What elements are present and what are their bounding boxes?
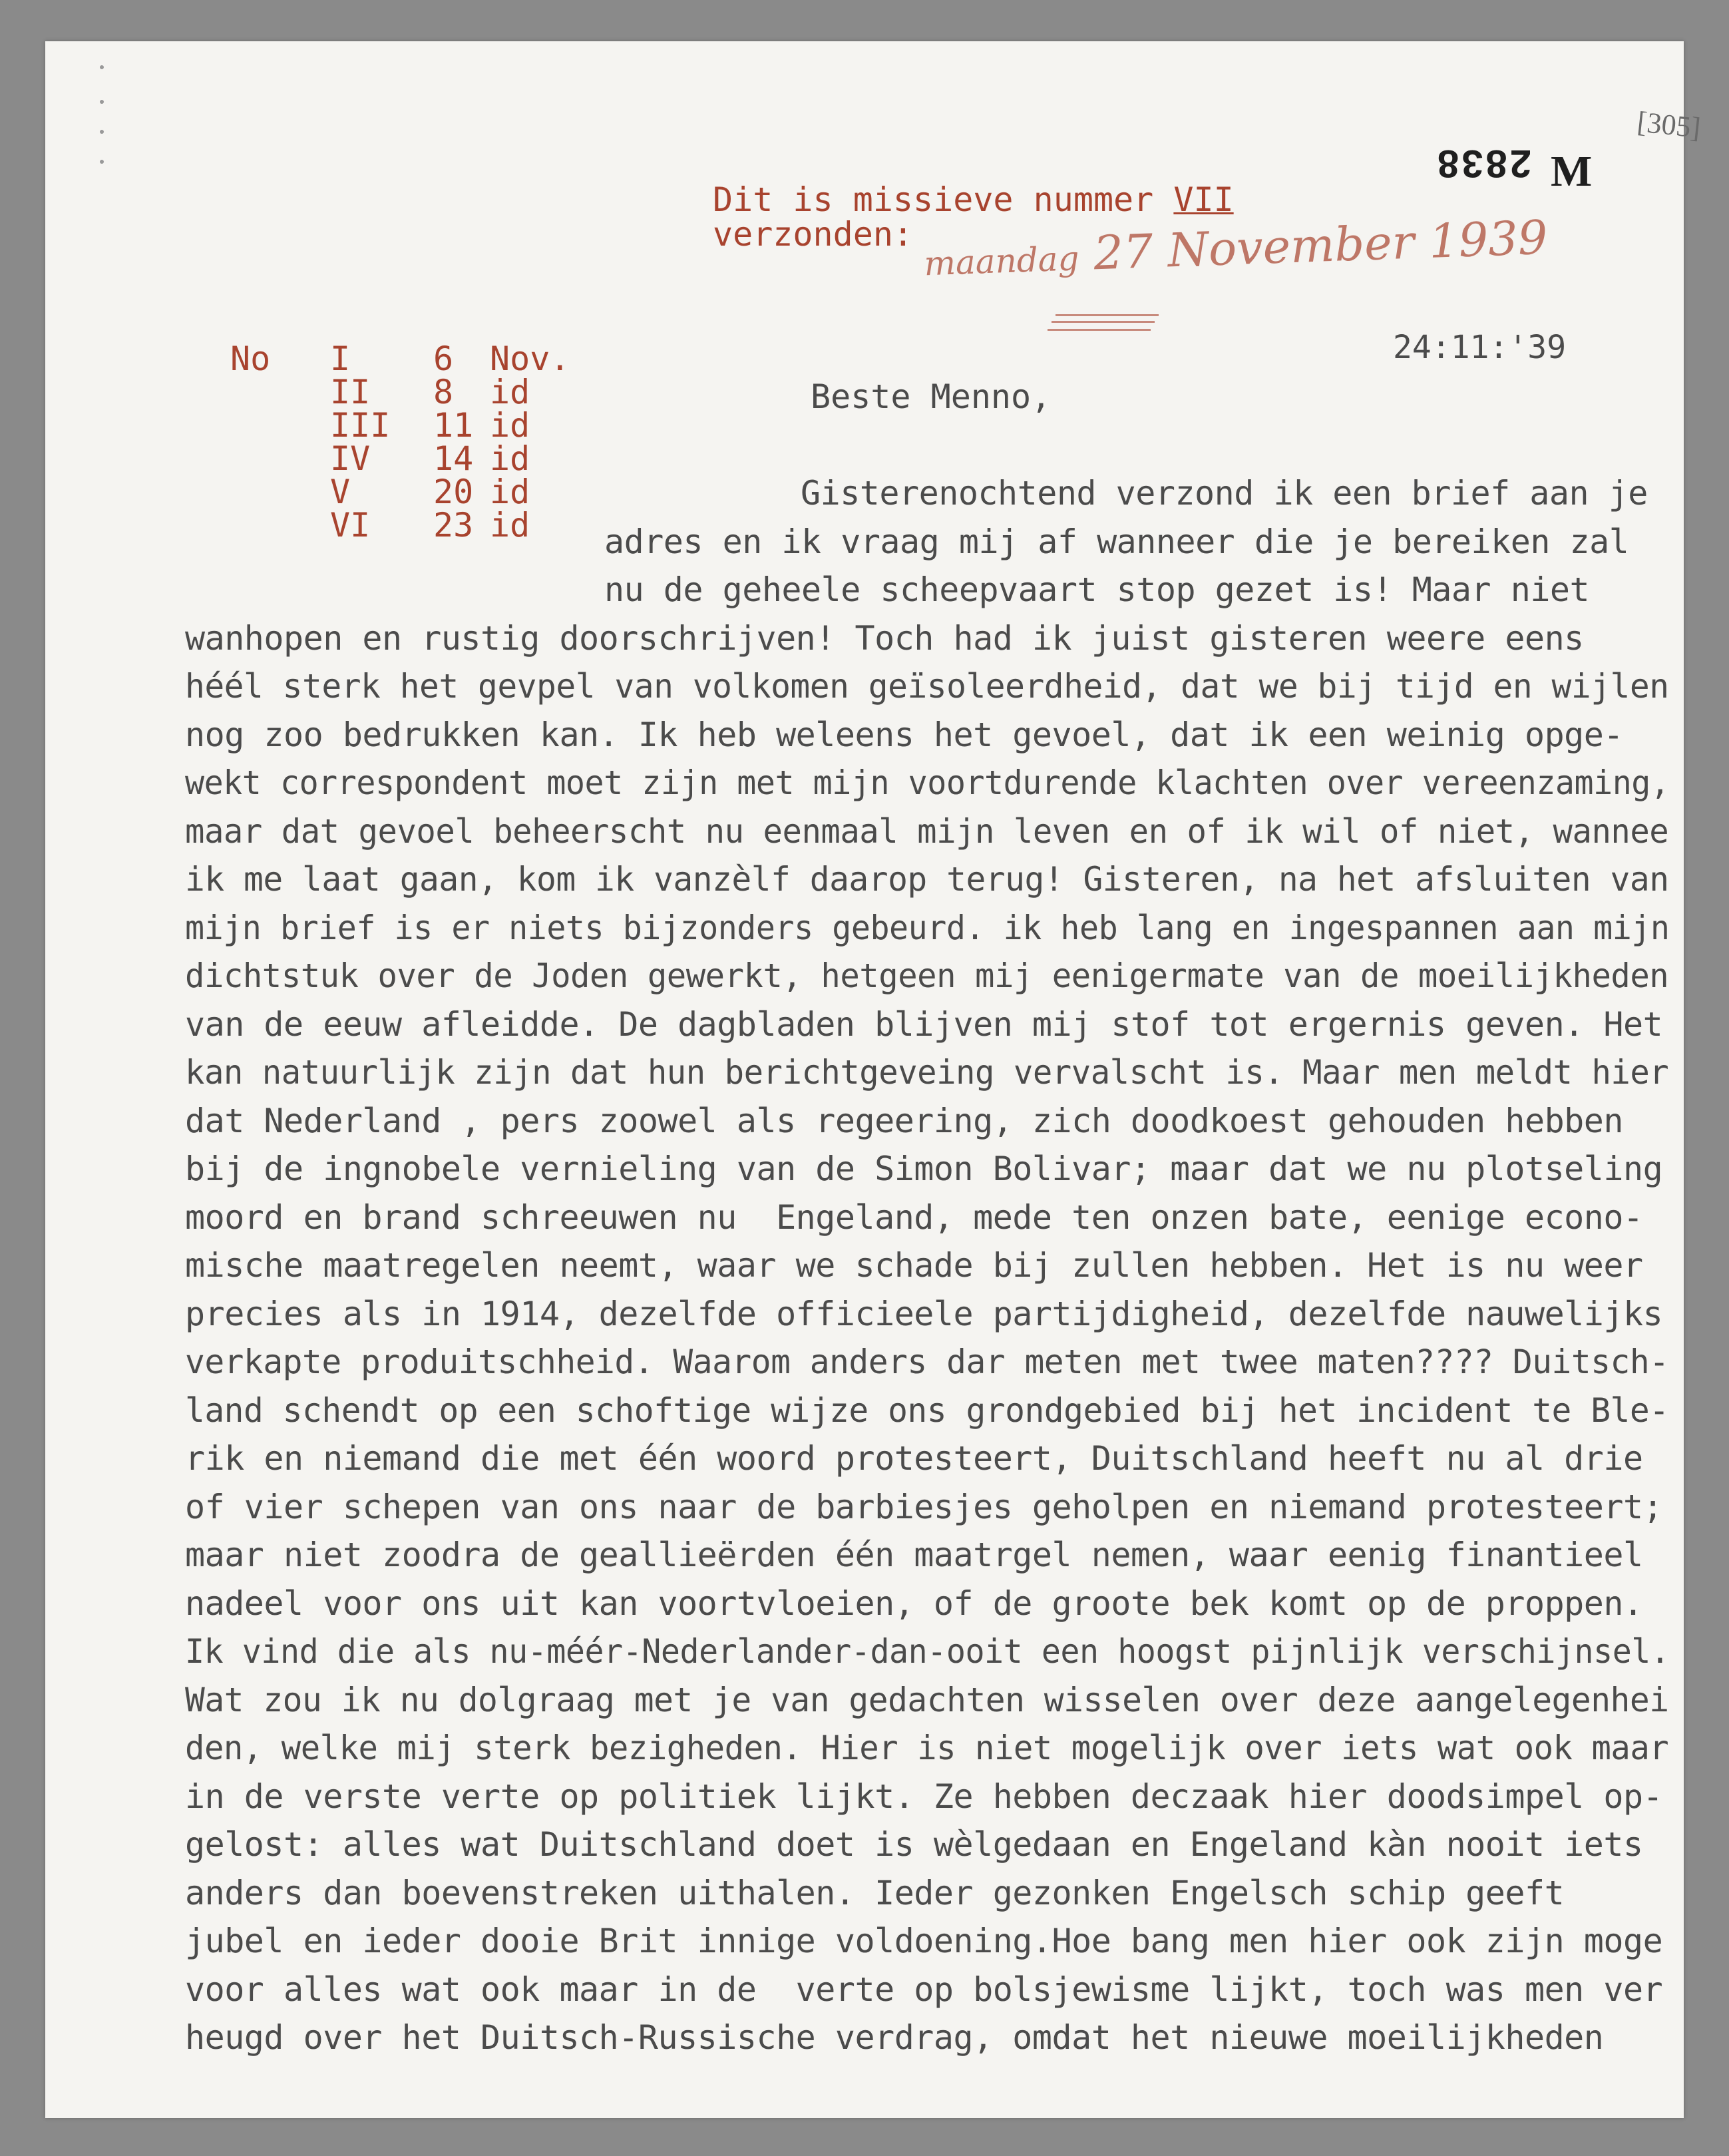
handwritten-day: maandag bbox=[923, 239, 1080, 284]
missive-day: 8 bbox=[433, 373, 454, 411]
archive-reference: [305] bbox=[1635, 105, 1702, 144]
missive-roman: V bbox=[330, 473, 351, 511]
punch-mark bbox=[100, 160, 104, 164]
body-line: van de eeuw afleidde. De dagbladen blijven mij stof tot ergernis geven. Het bbox=[185, 1004, 1663, 1044]
body-line: kan natuurlijk zijn dat hun berichtgeveing vervalscht is. Maar men meldt hier bbox=[185, 1053, 1669, 1092]
missive-month: id bbox=[490, 506, 530, 544]
missive-day: 6 bbox=[433, 339, 454, 378]
missive-day: 11 bbox=[433, 406, 474, 445]
body-line: moord en brand schreeuwen nu Engeland, mede ten onzen bate, eenige econo- bbox=[185, 1197, 1643, 1237]
body-line: bij de ingnobele vernieling van de Simon Bolivar; maar dat we nu plotseling bbox=[185, 1150, 1663, 1188]
body-line: héél sterk het gevpel van volkomen geïsoleerdheid, dat we bij tijd en wijlen bbox=[185, 667, 1669, 706]
archive-stamp-number: 2838 bbox=[1435, 142, 1532, 185]
missive-roman: VI bbox=[330, 506, 371, 544]
missive-day: 23 bbox=[433, 506, 474, 544]
archive-stamp-mark: M bbox=[1551, 147, 1593, 196]
body-line: Gisterenochtend verzond ik een brief aan je bbox=[801, 474, 1648, 513]
body-line: land schendt op een schoftige wijze ons grondgebied bij het incident te Ble- bbox=[185, 1391, 1669, 1430]
missive-roman: IV bbox=[330, 439, 371, 478]
body-line: verkapte produitschheid. Waarom anders dar meten met twee maten???? Duitsch- bbox=[185, 1343, 1669, 1381]
body-line: wanhopen en rustig doorschrijven! Toch had ik juist gisteren weere eens bbox=[185, 618, 1584, 658]
missive-number: VII bbox=[1173, 180, 1234, 219]
body-line: mische maatregelen neemt, waar we schade bij zullen hebben. Het is nu weer bbox=[185, 1246, 1643, 1285]
handwritten-date: 27 November 1939 bbox=[1093, 210, 1549, 281]
body-line: gelost: alles wat Duitschland doet is wèlgedaan en Engeland kàn nooit iets bbox=[185, 1825, 1643, 1864]
body-line: Wat zou ik nu dolgraag met je van gedachten wisselen over deze aangelegenhei bbox=[185, 1680, 1669, 1719]
body-line: dat Nederland , pers zoowel als regeering, zich doodkoest gehouden hebben bbox=[185, 1101, 1623, 1140]
body-line: nog zoo bedrukken kan. Ik heb weleens het gevoel, dat ik een weinig opge- bbox=[185, 715, 1623, 754]
body-line: voor alles wat ook maar in de verte op bolsjewisme lijkt, toch was men ver bbox=[185, 1970, 1663, 2009]
missive-number-prefix: Dit is missieve nummer bbox=[713, 180, 1174, 219]
date-underline bbox=[1048, 329, 1151, 331]
letter-page bbox=[45, 41, 1702, 2118]
missive-month: id bbox=[490, 373, 530, 411]
sent-label: verzonden: bbox=[713, 215, 914, 254]
missive-day: 14 bbox=[433, 439, 474, 478]
missive-number-line bbox=[713, 181, 1234, 218]
missive-roman: I bbox=[330, 339, 351, 378]
missive-month: id bbox=[490, 406, 530, 445]
punch-mark bbox=[100, 130, 104, 134]
missive-month: id bbox=[490, 439, 530, 478]
missive-month: id bbox=[490, 473, 530, 511]
missive-month: Nov. bbox=[490, 339, 570, 378]
body-line: mijn brief is er niets bijzonders gebeurd. ik heb lang en ingespannen aan mijn bbox=[185, 908, 1670, 947]
body-line: wekt correspondent moet zijn met mijn voortdurende klachten over vereenzaming, bbox=[185, 763, 1670, 802]
body-line: jubel en ieder dooie Brit innige voldoening.Hoe bang men hier ook zijn moge bbox=[185, 1922, 1663, 1960]
missive-roman: II bbox=[330, 373, 371, 411]
greeting: Beste Menno, bbox=[811, 377, 1052, 416]
body-line: nu de geheele scheepvaart stop gezet is! Maar niet bbox=[604, 570, 1590, 609]
body-line: maar niet zoodra de geallieërden één maatrgel nemen, waar eenig finantieel bbox=[185, 1536, 1643, 1574]
date-underline bbox=[1056, 314, 1159, 316]
date-underline bbox=[1052, 321, 1155, 323]
typed-date: 24:11:'39 bbox=[1393, 329, 1567, 366]
missive-roman: III bbox=[330, 406, 391, 445]
body-line: maar dat gevoel beheerscht nu eenmaal mijn leven en of ik wil of niet, wannee bbox=[185, 811, 1669, 851]
body-line: of vier schepen van ons naar de barbiesjes geholpen en niemand protesteert; bbox=[185, 1487, 1663, 1526]
handwritten-sent-date bbox=[923, 210, 1549, 287]
body-line: anders dan boevenstreken uithalen. Ieder gezonken Engelsch schip geeft bbox=[185, 1873, 1565, 1912]
body-line: rik en niemand die met één woord protesteert, Duitschland heeft nu al drie bbox=[185, 1439, 1643, 1478]
punch-mark bbox=[100, 100, 104, 104]
missive-day: 20 bbox=[433, 473, 474, 511]
missive-no: No bbox=[230, 339, 271, 378]
body-line: nadeel voor ons uit kan voortvloeien, of de groote bek komt op de proppen. bbox=[185, 1584, 1643, 1623]
punch-mark bbox=[100, 65, 104, 69]
body-line: adres en ik vraag mij af wanneer die je bereiken zal bbox=[604, 522, 1629, 561]
body-line: dichtstuk over de Joden gewerkt, hetgeen mij eenigermate van de moeilijkheden bbox=[185, 957, 1669, 995]
body-line: heugd over het Duitsch-Russische verdrag, omdat het nieuwe moeilijkheden bbox=[185, 2018, 1604, 2057]
body-line: precies als in 1914, dezelfde officieele partijdigheid, dezelfde nauwelijks bbox=[185, 1294, 1663, 1333]
body-line: den, welke mij sterk bezigheden. Hier is niet mogelijk over iets wat ook maar bbox=[185, 1729, 1669, 1767]
body-line: in de verste verte op politiek lijkt. Ze hebben deczaak hier doodsimpel op- bbox=[185, 1777, 1663, 1816]
body-line: ik me laat gaan, kom ik vanzèlf daarop terug! Gisteren, na het afsluiten van bbox=[185, 860, 1669, 899]
body-line: Ik vind die als nu-méér-Nederlander-dan-ooit een hoogst pijnlijk verschijnsel. bbox=[185, 1632, 1670, 1671]
